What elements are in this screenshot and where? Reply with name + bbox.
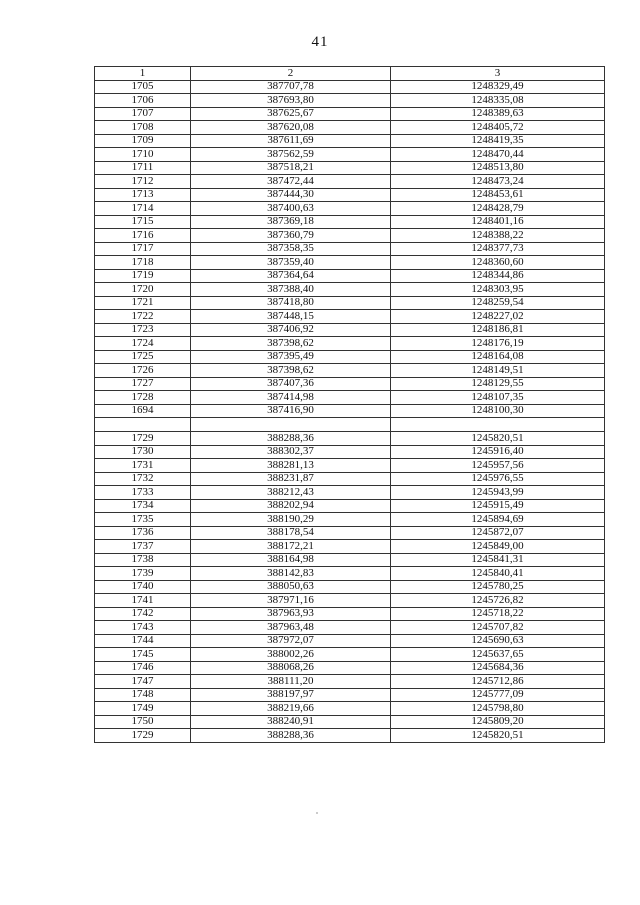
x-coordinate-cell: 387444,30	[191, 188, 391, 202]
point-number-cell: 1712	[95, 175, 191, 189]
table-row	[95, 702, 605, 716]
point-number-cell: 1721	[95, 296, 191, 310]
point-number-cell: 1720	[95, 283, 191, 297]
y-coordinate-cell: 1248377,73	[391, 242, 605, 256]
y-coordinate-cell: 1245777,09	[391, 688, 605, 702]
table-row	[95, 377, 605, 391]
column-header-2: 2	[191, 67, 391, 81]
y-coordinate-cell: 1245976,55	[391, 472, 605, 486]
x-coordinate-cell: 387620,08	[191, 121, 391, 135]
y-coordinate-cell: 1245712,86	[391, 675, 605, 689]
table-row	[95, 229, 605, 243]
table-row	[95, 310, 605, 324]
table-row	[95, 94, 605, 108]
table-row	[95, 296, 605, 310]
y-coordinate-cell: 1248176,19	[391, 337, 605, 351]
x-coordinate-cell: 388178,54	[191, 526, 391, 540]
table-row	[95, 675, 605, 689]
y-coordinate-cell: 1245820,51	[391, 432, 605, 446]
y-coordinate-cell: 1245718,22	[391, 607, 605, 621]
table-row	[95, 432, 605, 446]
x-coordinate-cell: 387388,40	[191, 283, 391, 297]
x-coordinate-cell: 388240,91	[191, 715, 391, 729]
y-coordinate-cell: 1248164,08	[391, 350, 605, 364]
y-coordinate-cell: 1245894,69	[391, 513, 605, 527]
y-coordinate-cell: 1248405,72	[391, 121, 605, 135]
y-coordinate-cell: 1248453,61	[391, 188, 605, 202]
point-number-cell: 1747	[95, 675, 191, 689]
table-row	[95, 688, 605, 702]
table-body	[95, 80, 605, 742]
y-coordinate-cell: 1245690,63	[391, 634, 605, 648]
table-row	[95, 121, 605, 135]
point-number-cell: 1708	[95, 121, 191, 135]
point-number-cell: 1735	[95, 513, 191, 527]
table-row	[95, 486, 605, 500]
point-number-cell: 1711	[95, 161, 191, 175]
point-number-cell: 1705	[95, 80, 191, 94]
x-coordinate-cell: 388068,26	[191, 661, 391, 675]
table-row	[95, 594, 605, 608]
point-number-cell: 1694	[95, 404, 191, 418]
table-row	[95, 607, 605, 621]
x-coordinate-cell: 388219,66	[191, 702, 391, 716]
point-number-cell: 1709	[95, 134, 191, 148]
y-coordinate-cell: 1248227,02	[391, 310, 605, 324]
y-coordinate-cell: 1248329,49	[391, 80, 605, 94]
x-coordinate-cell: 388002,26	[191, 648, 391, 662]
table-row	[95, 269, 605, 283]
x-coordinate-cell: 387963,93	[191, 607, 391, 621]
point-number-cell: 1738	[95, 553, 191, 567]
point-number-cell: 1724	[95, 337, 191, 351]
x-coordinate-cell: 387562,59	[191, 148, 391, 162]
point-number-cell: 1727	[95, 377, 191, 391]
coordinates-table	[94, 66, 605, 743]
y-coordinate-cell: 1248388,22	[391, 229, 605, 243]
table-row	[95, 621, 605, 635]
x-coordinate-cell: 388212,43	[191, 486, 391, 500]
x-coordinate-cell: 388281,13	[191, 459, 391, 473]
x-coordinate-cell: 388288,36	[191, 729, 391, 743]
x-coordinate-cell: 387971,16	[191, 594, 391, 608]
point-number-cell: 1714	[95, 202, 191, 216]
page-number: 41	[311, 34, 329, 50]
table-row	[95, 364, 605, 378]
point-number-cell: 1716	[95, 229, 191, 243]
point-number-cell: 1717	[95, 242, 191, 256]
y-coordinate-cell: 1248149,51	[391, 364, 605, 378]
table-row	[95, 404, 605, 418]
column-header-3: 3	[391, 67, 605, 81]
y-coordinate-cell: 1245809,20	[391, 715, 605, 729]
table-row	[95, 188, 605, 202]
x-coordinate-cell: 387625,67	[191, 107, 391, 121]
point-number-cell: 1742	[95, 607, 191, 621]
table-row	[95, 526, 605, 540]
point-number-cell: 1723	[95, 323, 191, 337]
table-row	[95, 634, 605, 648]
point-number-cell: 1737	[95, 540, 191, 554]
table-row	[95, 350, 605, 364]
table-row	[95, 202, 605, 216]
scan-speck	[316, 812, 318, 814]
x-coordinate-cell: 387358,35	[191, 242, 391, 256]
x-coordinate-cell: 388197,97	[191, 688, 391, 702]
y-coordinate-cell: 1248335,08	[391, 94, 605, 108]
y-coordinate-cell: 1245849,00	[391, 540, 605, 554]
table-row	[95, 513, 605, 527]
y-coordinate-cell: 1245872,07	[391, 526, 605, 540]
y-coordinate-cell: 1245841,31	[391, 553, 605, 567]
point-number-cell: 1733	[95, 486, 191, 500]
point-number-cell: 1710	[95, 148, 191, 162]
point-number-cell: 1744	[95, 634, 191, 648]
x-coordinate-cell: 387472,44	[191, 175, 391, 189]
y-coordinate-cell: 1248513,80	[391, 161, 605, 175]
x-coordinate-cell: 387611,69	[191, 134, 391, 148]
y-coordinate-cell: 1248419,35	[391, 134, 605, 148]
y-coordinate-cell: 1245840,41	[391, 567, 605, 581]
point-number-cell: 1725	[95, 350, 191, 364]
point-number-cell: 1736	[95, 526, 191, 540]
point-number-cell: 1715	[95, 215, 191, 229]
y-coordinate-cell: 1248389,63	[391, 107, 605, 121]
x-coordinate-cell: 387448,15	[191, 310, 391, 324]
y-coordinate-cell	[391, 418, 605, 432]
table-row	[95, 661, 605, 675]
table-row	[95, 134, 605, 148]
x-coordinate-cell: 387398,62	[191, 337, 391, 351]
table-row	[95, 715, 605, 729]
x-coordinate-cell: 388111,20	[191, 675, 391, 689]
point-number-cell: 1713	[95, 188, 191, 202]
table-row	[95, 175, 605, 189]
y-coordinate-cell: 1248186,81	[391, 323, 605, 337]
x-coordinate-cell: 387395,49	[191, 350, 391, 364]
y-coordinate-cell: 1245684,36	[391, 661, 605, 675]
table-row	[95, 80, 605, 94]
y-coordinate-cell: 1245820,51	[391, 729, 605, 743]
y-coordinate-cell: 1245915,49	[391, 499, 605, 513]
column-header-1: 1	[95, 67, 191, 81]
table-row	[95, 445, 605, 459]
y-coordinate-cell: 1245798,80	[391, 702, 605, 716]
x-coordinate-cell: 387359,40	[191, 256, 391, 270]
table-row	[95, 161, 605, 175]
point-number-cell: 1728	[95, 391, 191, 405]
y-coordinate-cell: 1248107,35	[391, 391, 605, 405]
x-coordinate-cell: 388172,21	[191, 540, 391, 554]
point-number-cell: 1734	[95, 499, 191, 513]
x-coordinate-cell: 387518,21	[191, 161, 391, 175]
x-coordinate-cell: 388202,94	[191, 499, 391, 513]
table-row	[95, 242, 605, 256]
point-number-cell: 1740	[95, 580, 191, 594]
point-number-cell: 1706	[95, 94, 191, 108]
x-coordinate-cell: 387360,79	[191, 229, 391, 243]
table-row	[95, 256, 605, 270]
x-coordinate-cell: 387972,07	[191, 634, 391, 648]
table-header-row	[95, 67, 605, 81]
y-coordinate-cell: 1248401,16	[391, 215, 605, 229]
y-coordinate-cell: 1248344,86	[391, 269, 605, 283]
y-coordinate-cell: 1248129,55	[391, 377, 605, 391]
x-coordinate-cell: 387414,98	[191, 391, 391, 405]
x-coordinate-cell: 388164,98	[191, 553, 391, 567]
y-coordinate-cell: 1245637,65	[391, 648, 605, 662]
x-coordinate-cell: 387400,63	[191, 202, 391, 216]
x-coordinate-cell: 388050,63	[191, 580, 391, 594]
x-coordinate-cell: 387369,18	[191, 215, 391, 229]
point-number-cell: 1745	[95, 648, 191, 662]
x-coordinate-cell: 387406,92	[191, 323, 391, 337]
point-number-cell: 1732	[95, 472, 191, 486]
y-coordinate-cell: 1245916,40	[391, 445, 605, 459]
point-number-cell: 1748	[95, 688, 191, 702]
x-coordinate-cell: 387407,36	[191, 377, 391, 391]
y-coordinate-cell: 1245726,82	[391, 594, 605, 608]
point-number-cell: 1739	[95, 567, 191, 581]
table-row	[95, 323, 605, 337]
table-row	[95, 337, 605, 351]
y-coordinate-cell: 1245780,25	[391, 580, 605, 594]
x-coordinate-cell: 387693,80	[191, 94, 391, 108]
x-coordinate-cell: 387418,80	[191, 296, 391, 310]
y-coordinate-cell: 1245707,82	[391, 621, 605, 635]
point-number-cell: 1726	[95, 364, 191, 378]
x-coordinate-cell: 387416,90	[191, 404, 391, 418]
point-number-cell: 1719	[95, 269, 191, 283]
table-row	[95, 567, 605, 581]
x-coordinate-cell	[191, 418, 391, 432]
y-coordinate-cell: 1248259,54	[391, 296, 605, 310]
point-number-cell: 1746	[95, 661, 191, 675]
x-coordinate-cell: 388190,29	[191, 513, 391, 527]
point-number-cell: 1731	[95, 459, 191, 473]
table-row	[95, 215, 605, 229]
table-row	[95, 418, 605, 432]
y-coordinate-cell: 1248470,44	[391, 148, 605, 162]
table-row	[95, 553, 605, 567]
y-coordinate-cell: 1248100,30	[391, 404, 605, 418]
x-coordinate-cell: 387707,78	[191, 80, 391, 94]
table-row	[95, 540, 605, 554]
table-row	[95, 472, 605, 486]
y-coordinate-cell: 1248473,24	[391, 175, 605, 189]
y-coordinate-cell: 1248360,60	[391, 256, 605, 270]
table-row	[95, 391, 605, 405]
point-number-cell: 1707	[95, 107, 191, 121]
point-number-cell: 1722	[95, 310, 191, 324]
x-coordinate-cell: 388142,83	[191, 567, 391, 581]
point-number-cell: 1741	[95, 594, 191, 608]
table-row	[95, 499, 605, 513]
x-coordinate-cell: 388302,37	[191, 445, 391, 459]
x-coordinate-cell: 387364,64	[191, 269, 391, 283]
point-number-cell	[95, 418, 191, 432]
x-coordinate-cell: 387963,48	[191, 621, 391, 635]
point-number-cell: 1730	[95, 445, 191, 459]
point-number-cell: 1749	[95, 702, 191, 716]
y-coordinate-cell: 1245957,56	[391, 459, 605, 473]
y-coordinate-cell: 1245943,99	[391, 486, 605, 500]
point-number-cell: 1743	[95, 621, 191, 635]
table-row	[95, 283, 605, 297]
point-number-cell: 1750	[95, 715, 191, 729]
point-number-cell: 1729	[95, 432, 191, 446]
y-coordinate-cell: 1248303,95	[391, 283, 605, 297]
y-coordinate-cell: 1248428,79	[391, 202, 605, 216]
x-coordinate-cell: 388231,87	[191, 472, 391, 486]
table-row	[95, 459, 605, 473]
x-coordinate-cell: 387398,62	[191, 364, 391, 378]
point-number-cell: 1718	[95, 256, 191, 270]
table-row	[95, 729, 605, 743]
table-row	[95, 107, 605, 121]
point-number-cell: 1729	[95, 729, 191, 743]
table-row	[95, 648, 605, 662]
table-row	[95, 148, 605, 162]
x-coordinate-cell: 388288,36	[191, 432, 391, 446]
table-row	[95, 580, 605, 594]
